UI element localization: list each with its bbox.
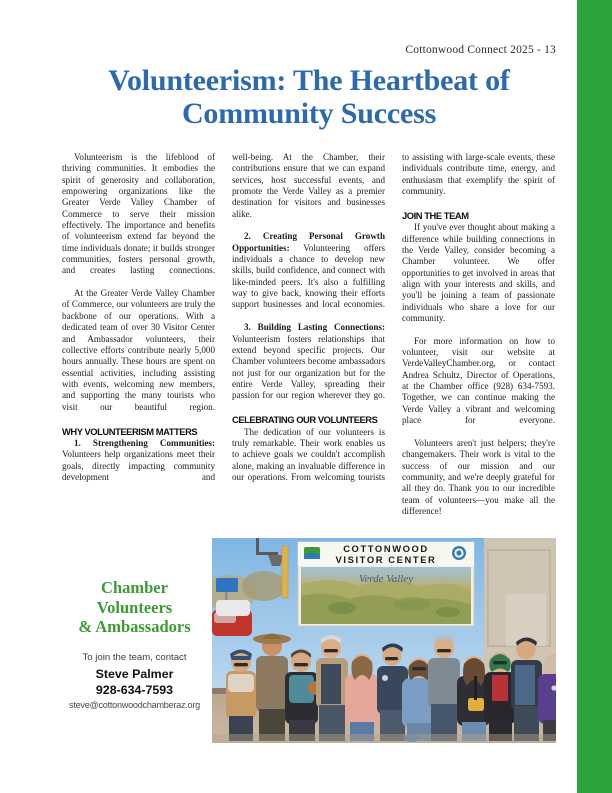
right-accent-bar xyxy=(577,0,612,793)
article-columns xyxy=(62,152,556,529)
section-heading-why-volunteerism-matters: WHY VOLUNTEERISM MATTERS xyxy=(62,425,198,437)
paragraph-lead: 2. Creating Personal Growth Opportunities: xyxy=(232,231,385,253)
section-heading-join-the-team: JOIN THE TEAM xyxy=(402,210,469,222)
photo-illustration xyxy=(212,538,556,743)
paragraph xyxy=(232,231,385,322)
running-head: Cottonwood Connect 2025 - 13 xyxy=(405,44,556,56)
promo-heading-line-3: & Ambassadors xyxy=(78,617,191,636)
volunteer-group-photo xyxy=(212,538,556,743)
promo-contact-phone[interactable]: 928-634-7593 xyxy=(95,682,174,697)
volunteer-promo-block xyxy=(62,578,207,710)
paragraph-text: Volunteers help organizations meet their goals, directly impacting community development and xyxy=(62,449,215,482)
paragraph: For more information on how to volunteer, visit our website at VerdeValleyChamber.org, or contact Andrea Schultz, Director of Operations, at the Chamber office (928) 634-7593. Together, we can continue making the Verde Valley a vibrant and welcoming place for everyone. xyxy=(402,335,555,426)
article-column-2 xyxy=(232,152,385,529)
paragraph: If you've ever thought about making a difference while building connections in the Verde Valley, consider becoming a Chamber volunteer. We offer opportunities to get involved in areas that align with your interests and skills, and you'll be joining a team of passionate individuals who share a love for our community. xyxy=(402,222,555,324)
promo-heading-line-2: Volunteers xyxy=(96,597,173,617)
promo-contact-name: Steve Palmer xyxy=(95,666,174,681)
paragraph: Volunteerism is the lifeblood of thriving communities. It embodies the spirit of generosity and collaboration, empowering organizations like the Greater Verde Valley Chamber of Commerce to serve their mission effectively. The importance and benefits of volunteerism extend far beyond the time individuals donate; it builds stronger communities, fosters personal growth, and creates lasting connections. xyxy=(62,152,215,276)
paragraph: to assisting with large-scale events, these individuals contribute time, energy, and enthusiasm that exemplify the spirit of community. xyxy=(402,152,555,197)
page-title xyxy=(62,64,556,130)
paragraph: The dedication of our volunteers is truly remarkable. Their work enables us to achieve goals we couldn't accomplish alone, making an invaluable difference in our operations. From welcoming tourists xyxy=(232,426,385,482)
svg-text:Verde Valley: Verde Valley xyxy=(358,573,414,585)
svg-text:VISITOR CENTER: VISITOR CENTER xyxy=(335,554,437,565)
paragraph: Volunteers aren't just helpers; they're changemakers. Their work is vital to the success of our mission and our community, and we're deeply grateful for all they do. Thank you to our incredible team of volunteers—you make all the difference! xyxy=(402,437,555,516)
section-heading-celebrating-our-volunteers: CELEBRATING OUR VOLUNTEERS xyxy=(232,414,378,426)
promo-subtitle: To join the team, contact xyxy=(82,651,187,663)
paragraph-text: Volunteering offers individuals a chance to develop new skills, build confidence, and connect with like-minded peers. It's also a fulfilling way to give back, knowing their efforts support businesses and local economies. xyxy=(232,242,385,310)
article-column-1 xyxy=(62,152,215,529)
headline-line-1: Volunteerism: The Heartbeat of xyxy=(108,64,510,97)
paragraph: At the Greater Verde Valley Chamber of Commerce, our volunteers are truly the backbone of our operations. With a dedicated team of over 30 Visitor Center and Ambassador volunteers, their collective efforts contribute nearly 5,000 hours annually. These hours are spent on essential activities, including assisting with events, welcoming new members, and supporting the many tourists who visit our beautiful region. xyxy=(62,288,215,412)
promo-heading xyxy=(62,578,207,637)
promo-heading-line-1: Chamber xyxy=(101,578,168,597)
promo-contact-email[interactable]: steve@cottonwoodchamberaz.org xyxy=(69,699,200,710)
svg-text:COTTONWOOD: COTTONWOOD xyxy=(343,543,429,554)
paragraph-lead: 1. Strengthening Communities: xyxy=(74,437,215,448)
paragraph xyxy=(62,438,215,495)
paragraph-lead: 3. Building Lasting Connections: xyxy=(244,322,385,333)
article-column-3 xyxy=(402,152,555,529)
paragraph: well-being. At the Chamber, their contributions ensure that we can expand services, host successful events, and promote the Verde Valley as a premier destination for visitors and businesses alike. xyxy=(232,152,385,219)
paragraph-text: Volunteerism fosters relationships that extend beyond specific projects. Our Chamber volunteers become ambassadors not just for our organization but for the entire Verde Valley, spreading their passion for our region wherever they go. xyxy=(232,333,385,401)
paragraph xyxy=(232,322,385,413)
headline-line-2: Community Success xyxy=(181,97,437,130)
